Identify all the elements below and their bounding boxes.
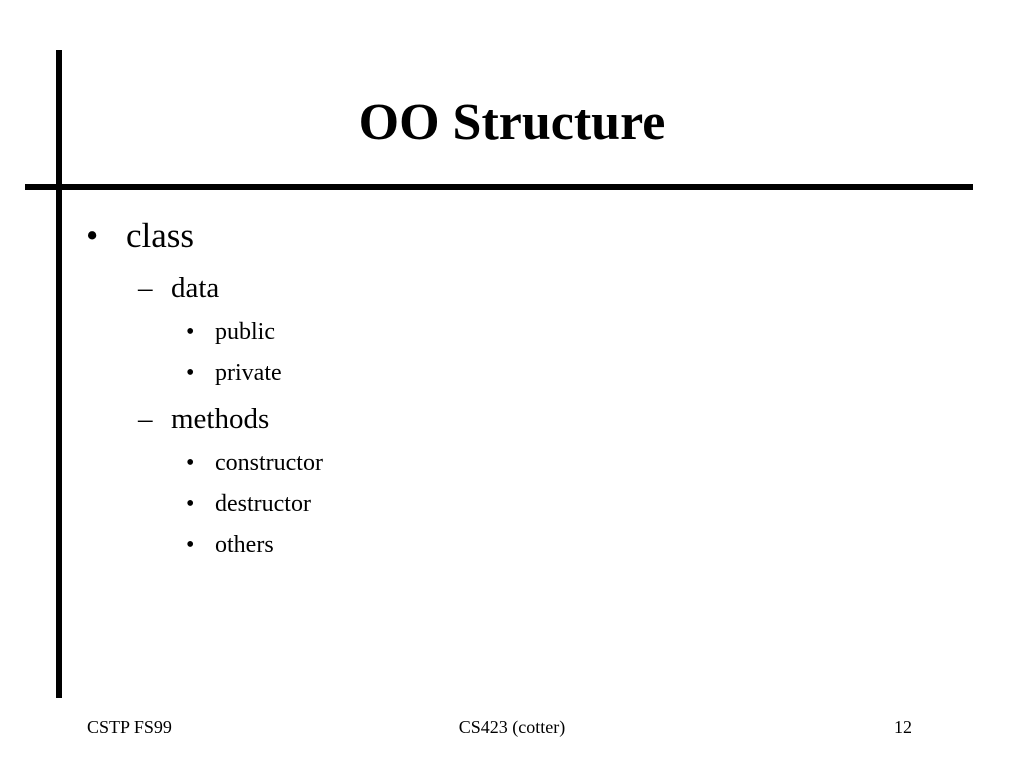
outline-item-methods [138,402,269,436]
outline-item-text: class [126,216,195,255]
outline-item-private [186,359,282,387]
outline-item-text: private [215,360,282,386]
outline-item-text: public [215,319,275,345]
outline-item-text: destructor [215,491,311,517]
outline-item-public [186,318,275,346]
bullet-icon: • [186,450,195,476]
outline-item-data [138,271,219,305]
page-number: 12 [894,717,912,737]
slide-title: OO Structure [358,94,666,151]
outline-item-class [86,216,194,256]
dash-icon: – [138,403,153,435]
outline-item-text: data [171,272,220,304]
outline-item-constructor [186,449,323,477]
bullet-icon: • [86,216,99,255]
bullet-icon: • [186,532,195,558]
dash-icon: – [138,272,153,304]
outline-item-text: methods [171,403,270,435]
horizontal-rule [25,184,973,190]
footer-author-label: CS423 (cotter) [458,717,566,737]
outline-item-others [186,531,274,559]
bullet-icon: • [186,319,195,345]
outline-item-destructor [186,490,311,518]
outline-item-text: others [215,532,274,558]
outline-item-text: constructor [215,450,323,476]
footer-course-label: CSTP FS99 [87,717,172,737]
bullet-icon: • [186,360,195,386]
bullet-icon: • [186,491,195,517]
